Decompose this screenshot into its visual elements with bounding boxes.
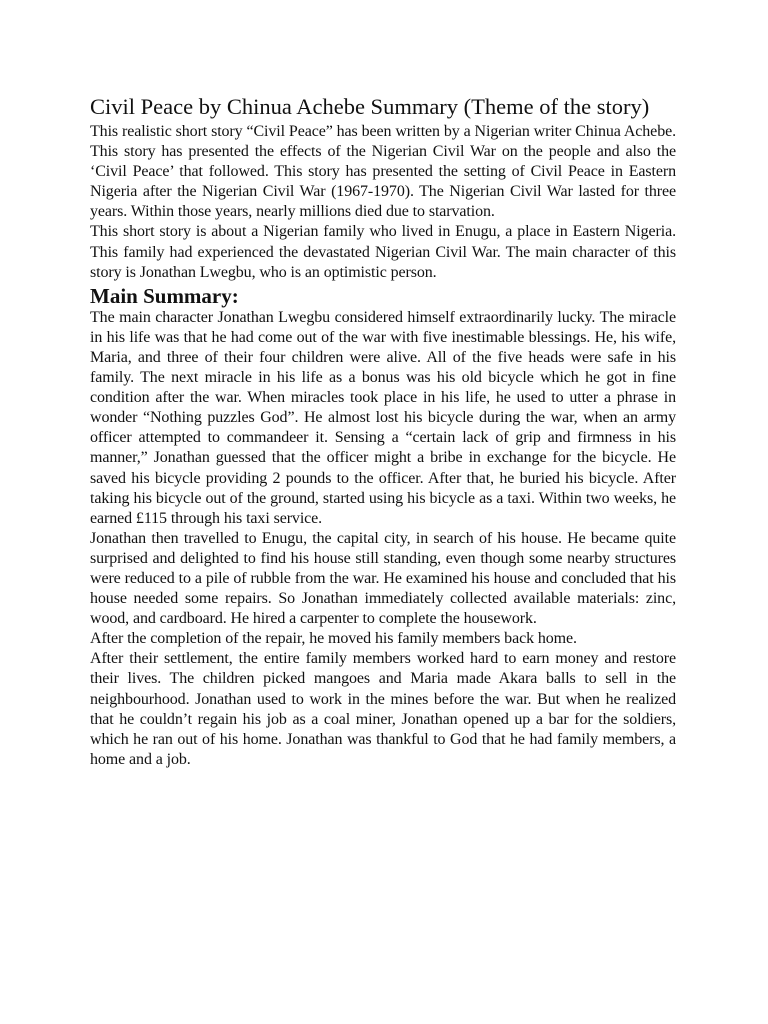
section-heading: Main Summary:: [90, 283, 239, 308]
summary-paragraph-3: After the completion of the repair, he moved his family members back home.: [90, 630, 577, 648]
intro-paragraph-1: This realistic short story “Civil Peace” has been written by a Nigerian writer Chinua Achebe. This story has presented the effects of the Nigerian Civil War on the people and also the ‘Civil Peace’ that followed. This story has presented the setting of Civil Peace in Eastern Nigeria after the Nigerian Civil War (1967-1970). The Nigerian Civil War lasted for three years. Within those years, nearly millions died due to starvation.: [90, 123, 676, 221]
summary-paragraph-4: After their settlement, the entire family members worked hard to earn money and restore their lives. The children picked mangoes and Maria made Akara balls to sell in the neighbourhood. Jonathan used to work in the mines before the war. But when he realized that he couldn’t regain his job as a coal miner, Jonathan opened up a bar for the soldiers, which he ran out of his home. Jonathan was thankful to God that he had family members, a home and a job.: [90, 650, 676, 768]
intro-paragraph-2: This short story is about a Nigerian family who lived in Enugu, a place in Eastern Nigeria. This family had experienced the devastated Nigerian Civil War. The main character of this story is Jonathan Lwegbu, who is an optimistic person.: [90, 223, 676, 281]
document-title: Civil Peace by Chinua Achebe Summary (Theme of the story): [90, 94, 650, 119]
summary-paragraph-1: The main character Jonathan Lwegbu considered himself extraordinarily lucky. The miracle in his life was that he had come out of the war with five inestimable blessings. He, his wife, Maria, and three of their four children were alive. All of the five heads were safe in his family. The next miracle in his life as a bonus was his old bicycle which he got in fine condition after the war. When miracles took place in his life, he used to utter a phrase in wonder “Nothing puzzles God”. He almost lost his bicycle during the war, when an army officer attempted to commandeer it. Sensing a “certain lack of grip and firmness in his manner,” Jonathan guessed that the officer might a bribe in exchange for the bicycle. He saved his bicycle providing 2 pounds to the officer. After that, he buried his bicycle. After taking his bicycle out of the ground, started using his bicycle as a taxi. Within two weeks, he earned £115 through his taxi service.: [90, 308, 676, 527]
summary-paragraph-2: Jonathan then travelled to Enugu, the capital city, in search of his house. He became quite surprised and delighted to find his house still standing, even though some nearby structures were reduced to a pile of rubble from the war. He examined his house and concluded that his house needed some repairs. So Jonathan immediately collected available materials: zinc, wood, and cardboard. He hired a carpenter to complete the housework.: [90, 529, 676, 628]
document-page: [90, 94, 676, 770]
